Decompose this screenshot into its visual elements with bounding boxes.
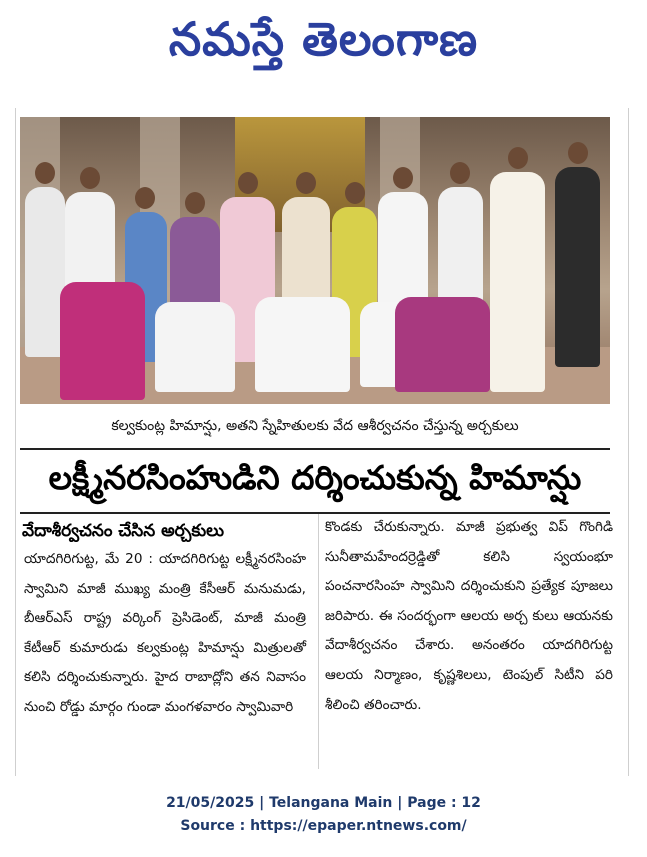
column-divider bbox=[318, 514, 319, 769]
photo-caption: కల్వకుంట్ల హిమాన్షు, అతని స్నేహితులకు వేద ఆశీర్వచనం చేస్తున్న అర్చకులు bbox=[111, 418, 519, 434]
source-link[interactable]: Source : https://epaper.ntnews.com/ bbox=[180, 818, 467, 834]
person-head bbox=[450, 162, 470, 184]
masthead bbox=[0, 0, 647, 90]
person-head bbox=[80, 167, 100, 189]
priest bbox=[490, 172, 545, 392]
article-headline: లక్ష్మీనరసింహుడిని దర్శించుకున్న హిమాన్షు bbox=[20, 448, 610, 514]
article-column-right: కొండకు చేరుకున్నారు. మాజీ ప్రభుత్వ విప్ గొంగిడి సునీతామహేందర్రెడ్డితో కలిసి స్వయంభూ పంచనారసింహ స్వామిని దర్శించుకుని ప్రత్యేక పూజలు జరిపారు. ఈ సందర్భంగా ఆలయ అర్చ కులు ఆయనకు వేదాశీర్వచనం చేశారు. అనంతరం యాదగిరిగుట్ట ఆలయ నిర్మాణం, కృష్ణశిలలు, టెంపుల్ సిటీని పరి శీలించి తరించారు. bbox=[325, 519, 613, 713]
seated-person bbox=[155, 302, 235, 392]
person-head bbox=[393, 167, 413, 189]
seated-person bbox=[255, 297, 350, 392]
person-head bbox=[185, 192, 205, 214]
person-head bbox=[568, 142, 588, 164]
article-column-left: యాదగిరిగుట్ట, మే 20 : యాదగిరిగుట్ట లక్ష్మీనరసింహ స్వామిని మాజీ ముఖ్య మంత్రి కేసీఆర్ మనుమడు, బీఆర్ఎస్ రాష్ట్ర వర్కింగ్ ప్రెసిడెంట్, మాజీ మంత్రి కేటీఆర్ కుమారుడు కల్వకుంట్ల హిమాన్షు మిత్రులతో కలిసి దర్శించుకున్నారు. హైద రాబాద్లోని తన నివాసం నుంచి రోడ్డు మార్గం గుండా మంగళవారం స్వామివారి bbox=[24, 551, 306, 715]
person-head bbox=[296, 172, 316, 194]
person-head bbox=[508, 147, 528, 169]
seated-person bbox=[395, 297, 490, 392]
person-head bbox=[35, 162, 55, 184]
standing-person bbox=[555, 167, 600, 367]
person-head bbox=[135, 187, 155, 209]
person-head bbox=[345, 182, 365, 204]
news-photo bbox=[20, 117, 610, 404]
masthead-title: నమస్తే తెలంగాణ bbox=[168, 12, 479, 66]
edition-info: 21/05/2025 | Telangana Main | Page : 12 bbox=[166, 795, 481, 811]
seated-person bbox=[60, 282, 145, 400]
article-subhead: వేదాశీర్వచనం చేసిన అర్చకులు bbox=[22, 521, 225, 541]
standing-person bbox=[25, 187, 65, 357]
person-head bbox=[238, 172, 258, 194]
